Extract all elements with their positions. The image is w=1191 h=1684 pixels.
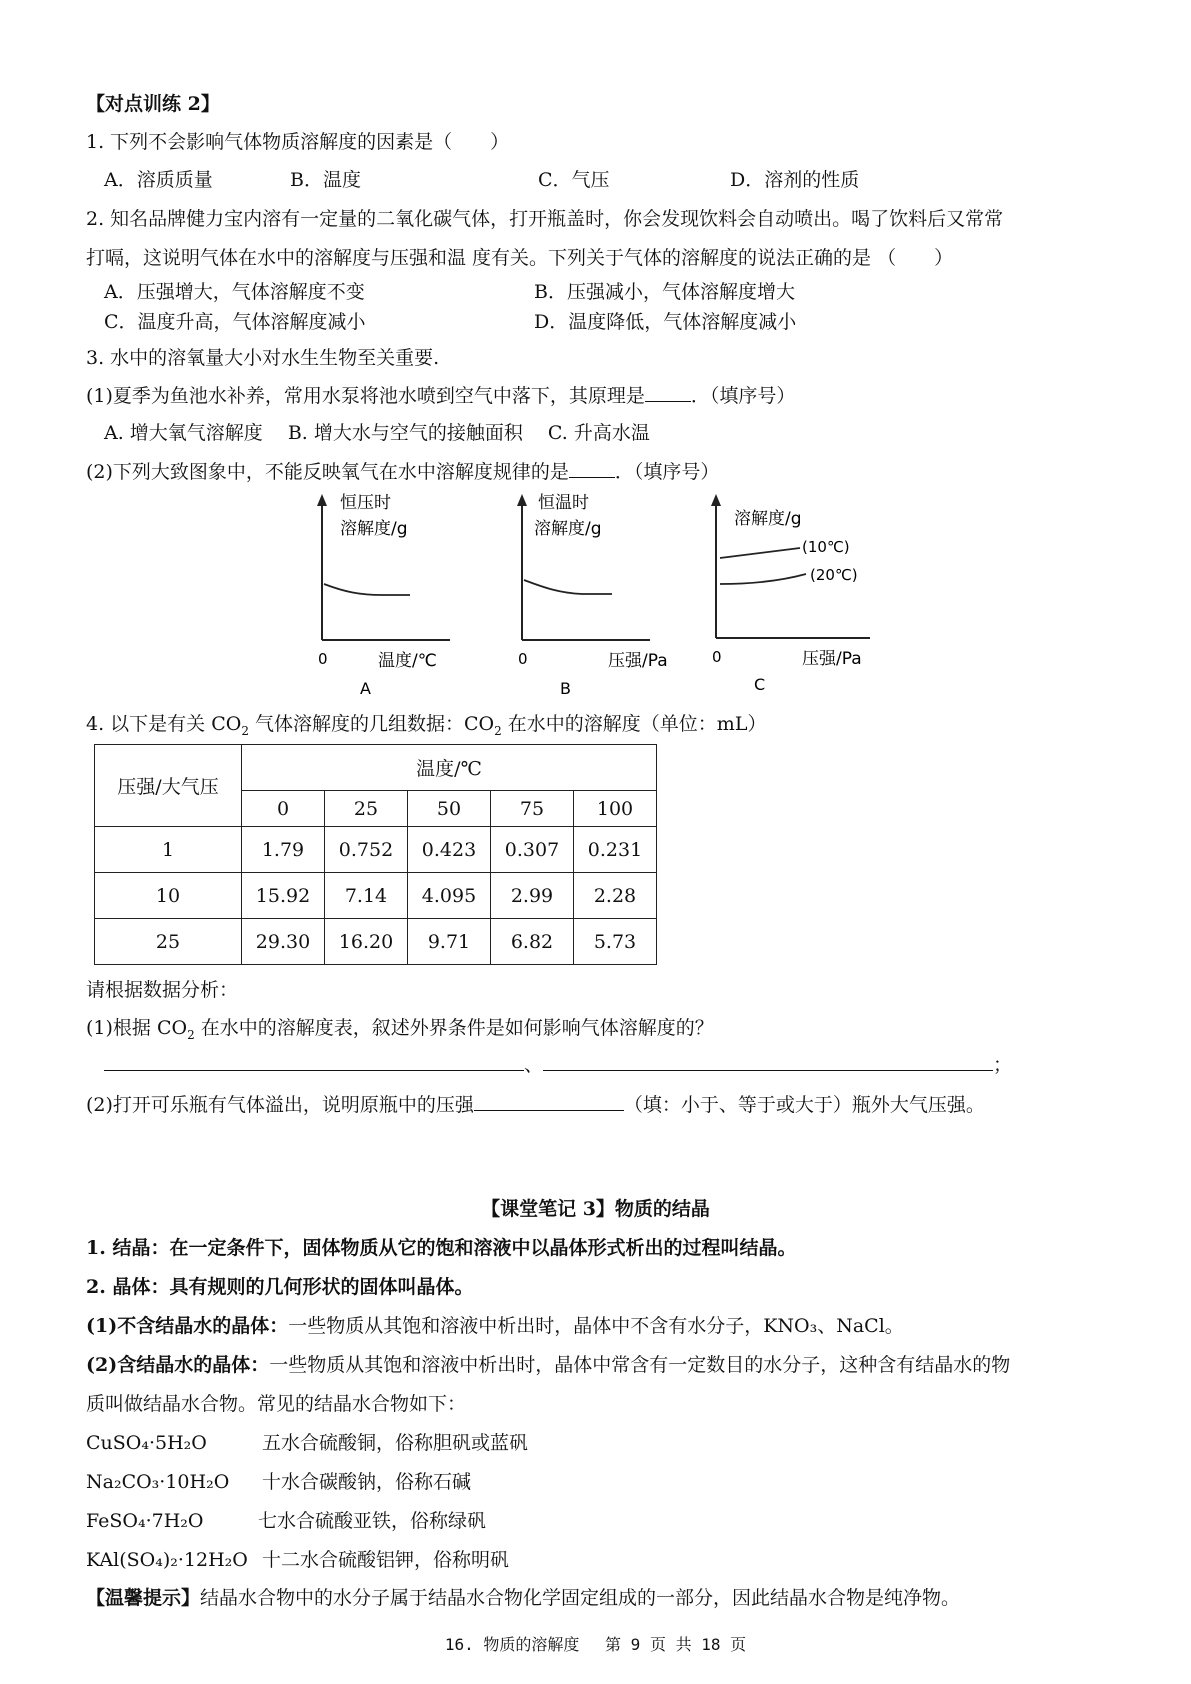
notes-p2: 2. 晶体：具有规则的几何形状的固体叫晶体。	[86, 1276, 474, 1298]
graph-b-xlabel: 压强/Pa	[608, 651, 668, 671]
table-row	[95, 919, 657, 965]
table-cell: 0.423	[408, 827, 491, 873]
temp-col-0: 0	[242, 791, 325, 827]
q1-option-c: C．气压	[538, 169, 610, 191]
graph-c-xlabel: 压强/Pa	[802, 649, 862, 669]
q3-sub1-tail: ．（填序号）	[690, 385, 796, 407]
q3-sub1-blank[interactable]	[645, 383, 691, 402]
tip-label: 【温馨提示】	[86, 1587, 201, 1609]
temp-col-100: 100	[574, 791, 657, 827]
q3-sub2-blank[interactable]	[569, 459, 615, 478]
q4-stem-c: 在水中的溶解度（单位：mL）	[501, 713, 767, 735]
graph-a-title: 恒压时	[340, 493, 391, 513]
temp-col-75: 75	[491, 791, 574, 827]
q4-sub-2b: 2	[494, 723, 502, 738]
question-4-stem	[86, 712, 766, 743]
graph-a-origin: 0	[318, 650, 328, 668]
tip-paragraph	[86, 1586, 960, 1610]
table-row-header: 压强/大气压	[95, 745, 242, 827]
question-2-line1: 2. 知名品牌健力宝内溶有一定量的二氧化碳气体，打开瓶盖时，你会发现饮料会自动喷出。喝了饮料后又常常	[86, 208, 1004, 230]
tip-text: 结晶水合物中的水分子属于结晶水合物化学固定组成的一部分，因此结晶水合物是纯净物。	[200, 1587, 961, 1609]
answer-blank-2[interactable]	[543, 1052, 993, 1071]
answer-blank-1[interactable]	[104, 1052, 524, 1071]
q4-stem-b: 气体溶解度的几组数据：CO	[248, 713, 495, 735]
page-footer: 16. 物质的溶解度 第 9 页 共 18 页	[444, 1635, 747, 1654]
table-temp-header: 温度/℃	[242, 745, 657, 791]
q4-part1-sub: 2	[187, 1027, 195, 1042]
table-cell: 10	[95, 873, 242, 919]
graph-c-origin: 0	[712, 648, 722, 666]
hydrate-formula: Na₂CO₃·10H₂O	[86, 1471, 230, 1493]
q3-sub2-text: (2)下列大致图象中，不能反映氧气在水中溶解度规律的是	[86, 461, 569, 483]
graph-a-caption: A	[360, 679, 371, 698]
q1-option-a: A．溶质质量	[104, 169, 213, 191]
hydrate-formula: FeSO₄·7H₂O	[86, 1510, 204, 1532]
graph-c-curve-20c: (20℃)	[810, 566, 858, 584]
table-cell: 29.30	[242, 919, 325, 965]
table-cell: 2.99	[491, 873, 574, 919]
notes-p4-text: 一些物质从其饱和溶液中析出时，晶体中常含有一定数目的水分子，这种含有结晶水的物	[269, 1354, 1011, 1376]
graph-c-curve-10c: (10℃)	[802, 538, 850, 556]
answer-separator: 、	[524, 1054, 544, 1076]
notes-p1: 1. 结晶：在一定条件下，固体物质从它的饱和溶液中以晶体形式析出的过程叫结晶。	[86, 1237, 797, 1259]
q4-stem-a: 4. 以下是有关 CO	[86, 713, 242, 735]
question-3-stem: 3. 水中的溶氧量大小对水生生物至关重要.	[86, 347, 440, 369]
q4-part1	[86, 1016, 714, 1047]
table-cell: 6.82	[491, 919, 574, 965]
table-cell: 7.14	[325, 873, 408, 919]
notes-p3-text: 一些物质从其饱和溶液中析出时，晶体中不含有水分子，KNO₃、NaCl。	[288, 1315, 904, 1337]
q1-option-b: B．温度	[290, 169, 361, 191]
graph-a	[300, 488, 460, 702]
question-2-line2: 打嗝，这说明气体在水中的溶解度与压强和温 度有关。下列关于气体的溶解度的说法正确的是 （ ）	[86, 247, 954, 269]
answer-blank-3[interactable]	[474, 1092, 624, 1111]
notes-p3	[86, 1314, 904, 1338]
hydrate-desc: 十水合碳酸钠，俗称石碱	[262, 1471, 472, 1493]
q4-part1-answer-line	[104, 1052, 1012, 1077]
hydrate-formula: CuSO₄·5H₂O	[86, 1432, 207, 1454]
graph-b-caption: B	[560, 679, 571, 698]
table-cell: 0.307	[491, 827, 574, 873]
q4-part2	[86, 1092, 985, 1117]
hydrate-desc: 五水合硫酸铜，俗称胆矾或蓝矾	[262, 1432, 529, 1454]
graph-b-title: 恒温时	[538, 493, 589, 513]
q4-part2-tail: （填：小于、等于或大于）瓶外大气压强。	[623, 1094, 985, 1116]
table-cell: 4.095	[408, 873, 491, 919]
question-3-sub2	[86, 459, 719, 484]
q3-sub1-options: A. 增大氧气溶解度 B. 增大水与空气的接触面积 C. 升高水温	[104, 422, 650, 444]
question-1-stem: 1. 下列不会影响气体物质溶解度的因素是（ ）	[86, 131, 510, 153]
hydrate-formula: KAl(SO₄)₂·12H₂O	[86, 1549, 248, 1571]
graph-b-origin: 0	[518, 650, 528, 668]
question-3-sub1	[86, 383, 795, 408]
q2-option-b: B．压强减小，气体溶解度增大	[534, 281, 795, 303]
notes-p4	[86, 1353, 1010, 1377]
hydrate-desc: 十二水合硫酸铝钾，俗称明矾	[262, 1549, 510, 1571]
co2-solubility-table	[94, 744, 657, 965]
q1-option-d: D．溶剂的性质	[730, 169, 860, 191]
q2-option-a: A．压强增大，气体溶解度不变	[104, 281, 365, 303]
q2-option-d: D．温度降低，气体溶解度减小	[534, 311, 797, 333]
table-row	[95, 873, 657, 919]
q3-sub2-tail: ．（填序号）	[614, 461, 720, 483]
q2-option-c: C．温度升高，气体溶解度减小	[104, 311, 366, 333]
notes-p4-line2: 质叫做结晶水合物。常见的结晶水合物如下：	[86, 1393, 467, 1415]
graph-b-ylabel: 溶解度/g	[534, 519, 602, 539]
table-cell: 16.20	[325, 919, 408, 965]
q3-sub1-text: (1)夏季为鱼池水补养，常用水泵将池水喷到空气中落下，其原理是	[86, 385, 645, 407]
table-cell: 2.28	[574, 873, 657, 919]
q4-part2-text: (2)打开可乐瓶有气体溢出，说明原瓶中的压强	[86, 1094, 474, 1116]
table-cell: 0.752	[325, 827, 408, 873]
answer-end: ；	[993, 1054, 1013, 1076]
hydrate-desc: 七水合硫酸亚铁，俗称绿矾	[258, 1510, 487, 1532]
table-cell: 0.231	[574, 827, 657, 873]
temp-col-50: 50	[408, 791, 491, 827]
table-cell: 1.79	[242, 827, 325, 873]
table-cell: 25	[95, 919, 242, 965]
q4-part1-a: (1)根据 CO	[86, 1017, 188, 1039]
graph-c-ylabel: 溶解度/g	[734, 509, 802, 529]
table-cell: 9.71	[408, 919, 491, 965]
graph-b	[500, 488, 670, 702]
graph-c-caption: C	[754, 675, 766, 694]
graph-c	[694, 488, 894, 702]
table-cell: 15.92	[242, 873, 325, 919]
graph-a-ylabel: 溶解度/g	[340, 519, 408, 539]
table-cell: 1	[95, 827, 242, 873]
q4-sub-2a: 2	[241, 723, 249, 738]
notes-title: 【课堂笔记 3】物质的结晶	[481, 1198, 710, 1220]
table-cell: 5.73	[574, 919, 657, 965]
graph-a-xlabel: 温度/℃	[378, 651, 437, 671]
analysis-prompt: 请根据数据分析：	[86, 979, 239, 1001]
notes-p4-label: (2)含结晶水的晶体：	[86, 1354, 270, 1376]
table-row	[95, 827, 657, 873]
notes-p3-label: (1)不含结晶水的晶体：	[86, 1315, 289, 1337]
q4-part1-b: 在水中的溶解度表，叙述外界条件是如何影响气体溶解度的？	[194, 1017, 714, 1039]
temp-col-25: 25	[325, 791, 408, 827]
section-heading-practice: 【对点训练 2】	[86, 93, 220, 115]
